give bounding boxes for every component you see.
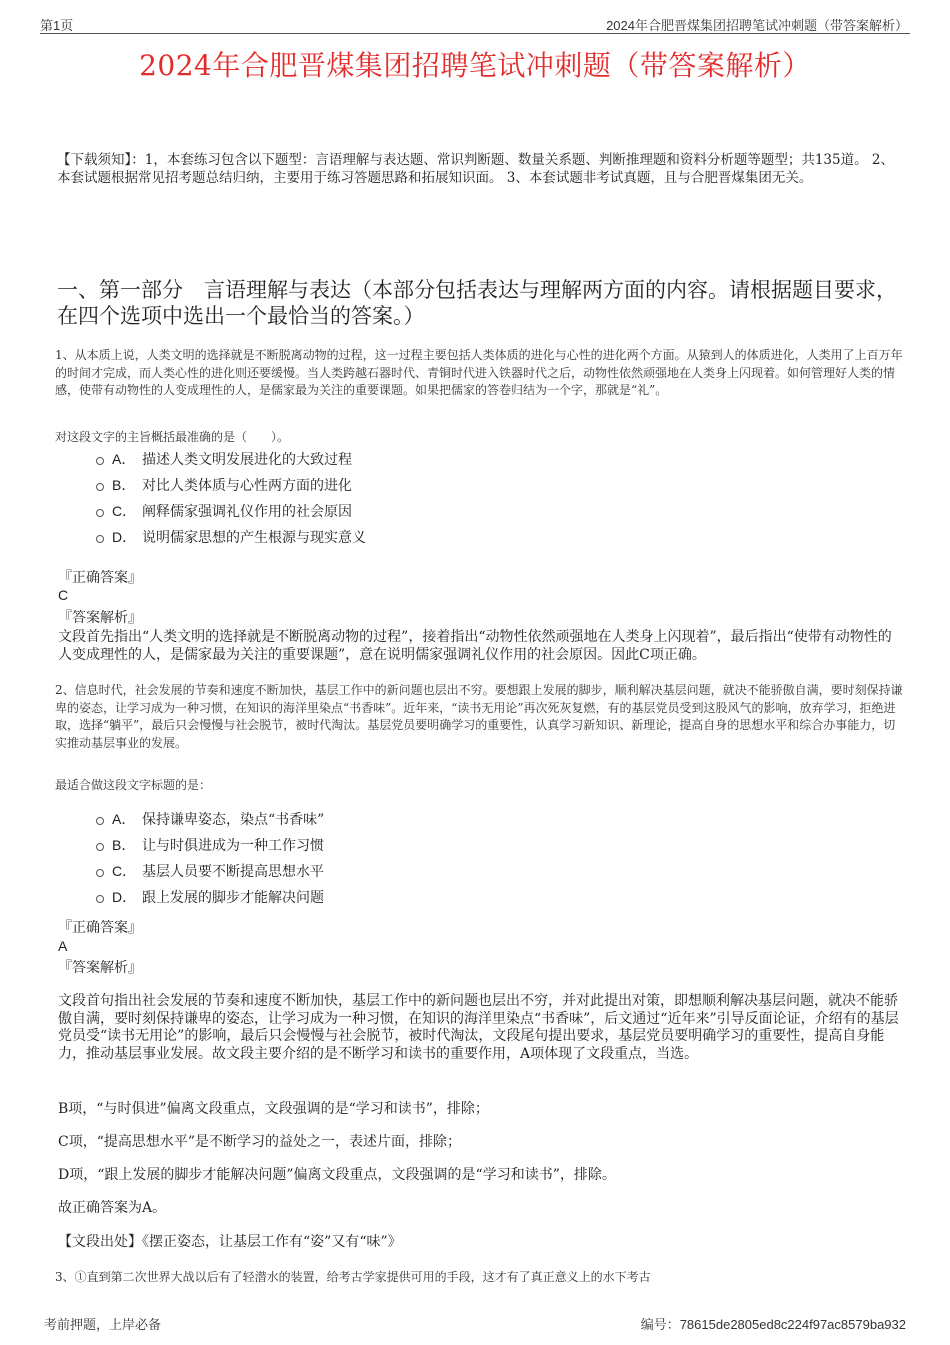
q1-text: 1、从本质上说，人类文明的选择就是不断脱离动物的过程，这一过程主要包括人类体质的进化与心性的进化两个方面。从猿到人的体质进化，人类用了上百万年的时间才完成，而人类心性的进化则还要缓慢。当人类跨越石器时代、青铜时代进入铁器时代之后，动物性依然顽强地在人类身上闪现着。如何管理好人类的情感，使带有动物性的人变成理性的人，是儒家最为关注的重要课题。如果把儒家的答卷归结为一个字，那就是“礼”。 — [55, 348, 903, 397]
footer-doc-id: 编号：78615de2805ed8c224f97ac8579ba932 — [640, 1317, 906, 1332]
q1-option-b[interactable]: B． 对比人类体质与心性两方面的进化 — [96, 475, 352, 495]
q2-option-a[interactable]: A． 保持谦卑姿态，染点“书香味” — [96, 809, 324, 829]
q2-prompt: 最适合做这段文字标题的是： — [55, 778, 212, 792]
q2-option-d-note: D项，“跟上发展的脚步才能解决问题”偏离文段重点，文段强调的是“学习和读书”，排除。 — [58, 1167, 616, 1183]
download-notice: 【下载须知】：1，本套练习包含以下题型：言语理解与表达题、常识判断题、数量关系题、判断推理题和资料分析题等题型；共135道。 2、本套试题根据常见招考题总结归纳，主要用于练习答题思路和拓展知识面。 3、本套试题非考试真题，且与合肥晋煤集团无关。 — [57, 152, 894, 186]
q1-answer-label: 『正确答案』 — [58, 570, 142, 586]
radio-icon[interactable] — [96, 509, 104, 517]
q2-option-b[interactable]: B． 让与时俱进成为一种工作习惯 — [96, 835, 324, 855]
q2-analysis: 文段首句指出社会发展的节奏和速度不断加快，基层工作中的新问题也层出不穷，并对此提出对策，即想顺利解决基层问题，就决不能骄傲自满，要时刻保持谦卑的姿态，让学习成为一种习惯，在知识的海洋里染点“书香味”，后文通过“近年来”引导反面论证，介绍有的基层党员受“读书无用论”的影响，最后只会慢慢与社会脱节，被时代淘汰，文段尾句提出要求，基层党员要明确学习的重要性，提高自身能力，推动基层事业发展。故文段主要介绍的是不断学习和读书的重要作用，A项体现了文段重点，当选。 — [58, 993, 899, 1062]
q2-answer: A — [58, 938, 68, 954]
q2-conclusion: 故正确答案为A。 — [58, 1200, 167, 1216]
q1-prompt: 对这段文字的主旨概括最准确的是（ ）。 — [55, 430, 290, 444]
radio-icon[interactable] — [96, 535, 104, 543]
header-page-label: 第1页 — [40, 18, 74, 33]
radio-icon[interactable] — [96, 457, 104, 465]
q1-option-a[interactable]: A． 描述人类文明发展进化的大致过程 — [96, 449, 352, 469]
footer-slogan: 考前押题，上岸必备 — [44, 1318, 162, 1333]
q2-option-c-note: C项，“提高思想水平”是不断学习的益处之一，表述片面，排除； — [58, 1134, 462, 1150]
section-heading: 一、第一部分 言语理解与表达（本部分包括表达与理解两方面的内容。请根据题目要求，在四个选项中选出一个最恰当的答案。） — [57, 278, 897, 328]
radio-icon[interactable] — [96, 895, 104, 903]
radio-icon[interactable] — [96, 483, 104, 491]
q2-analysis-label: 『答案解析』 — [58, 960, 142, 976]
radio-icon[interactable] — [96, 817, 104, 825]
page-title: 2024年合肥晋煤集团招聘笔试冲刺题（带答案解析） — [139, 49, 811, 82]
radio-icon[interactable] — [96, 843, 104, 851]
q2-answer-label: 『正确答案』 — [58, 920, 142, 936]
q2-source: 【文段出处】《摆正姿态，让基层工作有“姿”又有“味”》 — [58, 1234, 402, 1250]
header-doc-title: 2024年合肥晋煤集团招聘笔试冲刺题（带答案解析） — [606, 18, 908, 33]
q2-option-d[interactable]: D． 跟上发展的脚步才能解决问题 — [96, 887, 324, 907]
q3-text: 3、①直到第二次世界大战以后有了轻潜水的装置，给考古学家提供可用的手段，这才有了真正意义上的水下考古 — [55, 1270, 651, 1284]
header-divider — [40, 33, 910, 34]
q1-analysis: 文段首先指出“人类文明的选择就是不断脱离动物的过程”，接着指出“动物性依然顽强地在人类身上闪现着”，最后指出“使带有动物性的人变成理性的人，是儒家最为关注的重要课题”，意在说明儒家强调礼仪作用的社会原因。因此C项正确。 — [58, 629, 892, 663]
q2-text: 2、信息时代，社会发展的节奏和速度不断加快，基层工作中的新问题也层出不穷。要想跟上发展的脚步，顺利解决基层问题，就决不能骄傲自满，要时刻保持谦卑的姿态，让学习成为一种习惯，在知识的海洋里染点“书香味”。近年来，“读书无用论”再次死灰复燃，有的基层党员受到这股风气的影响，放弃学习，拒绝进取，选择“躺平”，最后只会慢慢与社会脱节，被时代淘汰。基层党员要明确学习的重要性，认真学习新知识、新理论，提高自身的思想水平和综合办事能力，切实推动基层事业的发展。 — [55, 683, 903, 750]
q1-answer: C — [58, 587, 69, 603]
q1-analysis-label: 『答案解析』 — [58, 610, 142, 626]
q2-option-b-note: B项，“与时俱进”偏离文段重点，文段强调的是“学习和读书”，排除； — [58, 1101, 489, 1117]
q1-option-d[interactable]: D． 说明儒家思想的产生根源与现实意义 — [96, 527, 366, 547]
q2-option-c[interactable]: C． 基层人员要不断提高思想水平 — [96, 861, 324, 881]
radio-icon[interactable] — [96, 869, 104, 877]
q1-option-c[interactable]: C． 阐释儒家强调礼仪作用的社会原因 — [96, 501, 352, 521]
